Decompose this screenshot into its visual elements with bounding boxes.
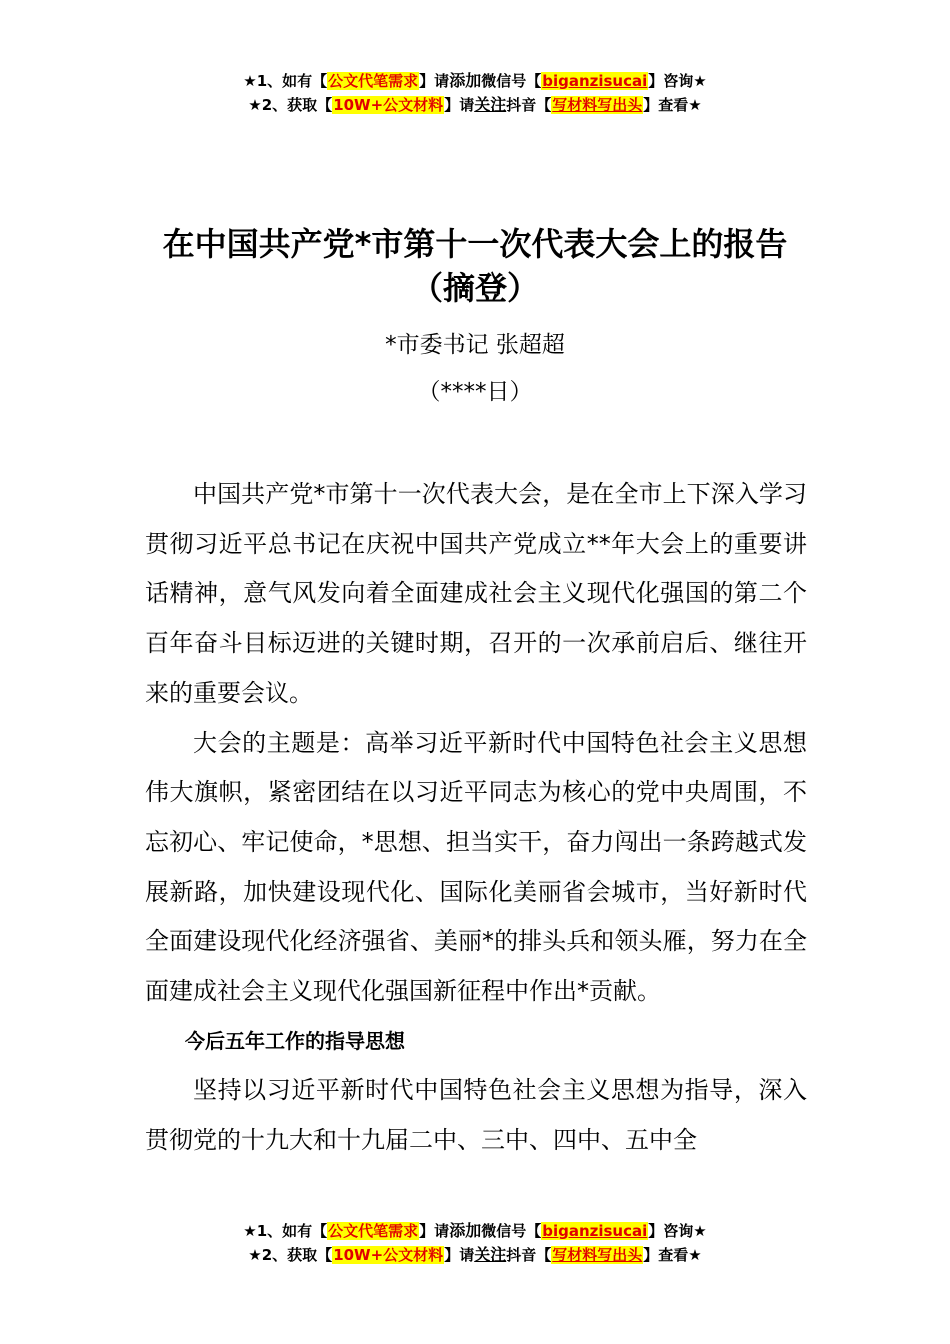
highlight-douyin-id[interactable]: 写材料写出头 <box>552 1246 643 1264</box>
body-paragraph: 中国共产党*市第十一次代表大会，是在全市上下深入学习贯彻习近平总书记在庆祝中国共产党成立**年大会上的重要讲话精神，意气风发向着全面建成社会主义现代化强国的第二个百年奋斗目标迈进的关键时期，召开的一次承前启后、继往开来的重要会议。 <box>145 480 807 707</box>
banner-text: 抖音【 <box>506 1246 552 1264</box>
highlight-materials: 10W+公文材料 <box>333 96 444 114</box>
banner-text: 】请 <box>419 72 450 90</box>
banner-text: 】请 <box>444 96 475 114</box>
highlight-materials: 10W+公文材料 <box>333 1246 444 1264</box>
banner-text: ★2、获取【 <box>248 1246 333 1264</box>
banner-line-1 <box>0 69 950 93</box>
banner-emphasis: 关注 <box>474 95 507 114</box>
banner-text: 抖音【 <box>506 96 552 114</box>
highlight-service: 公文代笔需求 <box>328 72 419 90</box>
banner-line-1 <box>0 1219 950 1243</box>
banner-emphasis: 添加 <box>449 71 482 90</box>
document-date: （****日） <box>417 379 533 405</box>
highlight-wechat-id[interactable]: biganzisucai <box>542 72 648 90</box>
banner-text: 微信号【 <box>481 72 542 90</box>
banner-text: 】咨询★ <box>648 1222 707 1240</box>
banner-text: 】咨询★ <box>648 72 707 90</box>
body-paragraph: 大会的主题是：高举习近平新时代中国特色社会主义思想伟大旗帜，紧密团结在以习近平同志为核心的党中央周围，不忘初心、牢记使命，*思想、担当实干，奋力闯出一条跨越式发展新路，加快建设现代化、国际化美丽省会城市，当好新时代全面建设现代化经济强省、美丽*的排头兵和领头雁，努力在全面建成社会主义现代化强国新征程中作出*贡献。 <box>145 728 807 1006</box>
body-paragraph: 坚持以习近平新时代中国特色社会主义思想为指导，深入贯彻党的十九大和十九届二中、三中、四中、五中全 <box>145 1076 807 1155</box>
document-body <box>145 470 807 1166</box>
banner-emphasis: 关注 <box>474 1245 507 1264</box>
banner-text: ★2、获取【 <box>248 96 333 114</box>
banner-text: 】请 <box>444 1246 475 1264</box>
banner-line-2 <box>0 1243 950 1267</box>
banner-line-2 <box>0 93 950 117</box>
document-byline: *市委书记 张超超 <box>385 332 565 358</box>
document-title: 在中国共产党*市第十一次代表大会上的报告（摘登） <box>162 225 788 307</box>
banner-emphasis: 添加 <box>449 1221 482 1240</box>
banner-text: 微信号【 <box>481 1222 542 1240</box>
banner-text: 】查看★ <box>643 1246 702 1264</box>
highlight-douyin-id[interactable]: 写材料写出头 <box>552 96 643 114</box>
header-banner <box>0 69 950 117</box>
banner-text: ★1、如有【 <box>243 72 328 90</box>
banner-text: 】请 <box>419 1222 450 1240</box>
banner-text: ★1、如有【 <box>243 1222 328 1240</box>
section-subheading: 今后五年工作的指导思想 <box>185 1028 405 1053</box>
footer-banner <box>0 1219 950 1267</box>
highlight-wechat-id[interactable]: biganzisucai <box>542 1222 648 1240</box>
banner-text: 】查看★ <box>643 96 702 114</box>
highlight-service: 公文代笔需求 <box>328 1222 419 1240</box>
